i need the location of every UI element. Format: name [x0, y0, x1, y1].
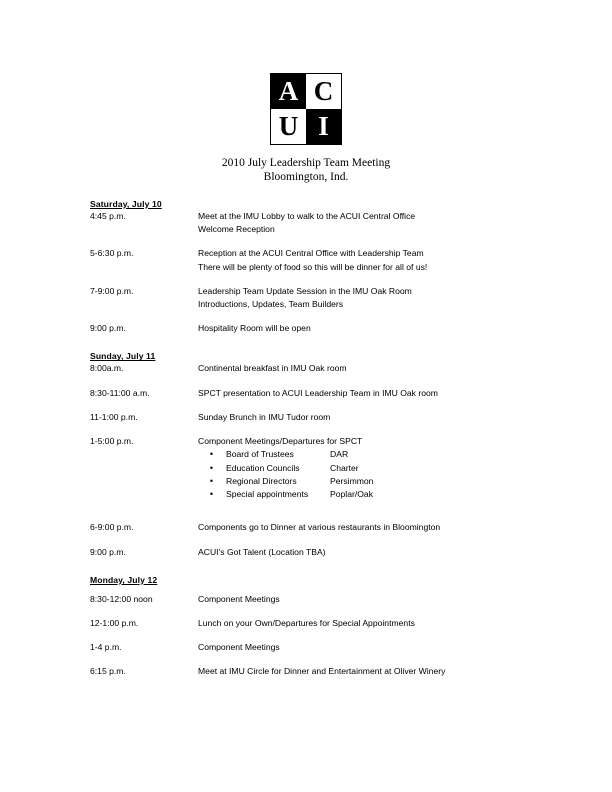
entry-time: 6:15 p.m. — [90, 666, 126, 677]
entry-description — [198, 322, 530, 335]
entry-description — [198, 285, 530, 311]
entry-line: Welcome Reception — [198, 224, 275, 235]
entry-description — [198, 521, 530, 534]
entry-time: 8:30-11:00 a.m. — [90, 387, 150, 398]
schedule-row — [90, 617, 530, 630]
row-spacer — [90, 376, 530, 387]
entry-line: Leadership Team Update Session in the IMU Oak Room — [198, 285, 412, 296]
entry-time: 6-9:00 p.m. — [90, 522, 134, 533]
entry-line: Component Meetings — [198, 642, 280, 653]
entry-description — [198, 641, 530, 654]
schedule-row — [90, 435, 530, 510]
logo-cell-u: U — [271, 109, 306, 144]
schedule-row — [90, 411, 530, 424]
logo-cell-c: C — [306, 74, 341, 109]
entry-description — [198, 362, 530, 375]
entry-time: 4:45 p.m. — [90, 211, 126, 221]
schedule-body — [90, 198, 530, 679]
schedule-row — [90, 641, 530, 654]
entry-time: 7-9:00 p.m. — [90, 285, 134, 296]
row-spacer — [90, 274, 530, 285]
entry-time: 1-4 p.m. — [90, 642, 122, 653]
schedule-row — [90, 285, 530, 311]
schedule-row — [90, 322, 530, 335]
component-room: Persimmon — [330, 476, 374, 487]
entry-line: Continental breakfast in IMU Oak room — [198, 363, 347, 374]
entry-time: 9:00 p.m. — [90, 546, 126, 557]
list-item — [198, 488, 530, 501]
entry-line: Component Meetings/Departures for SPCT — [198, 436, 363, 447]
row-spacer — [90, 400, 530, 411]
component-room: Poplar/Oak — [330, 489, 373, 500]
schedule-row — [90, 593, 530, 606]
entry-line: Hospitality Room will be open — [198, 323, 311, 334]
entry-description — [198, 665, 530, 678]
entry-line: Meet at the IMU Lobby to walk to the ACUI Central Office — [198, 211, 416, 221]
schedule-row — [90, 521, 530, 534]
entry-line: Components go to Dinner at various restaurants in Bloomington — [198, 522, 441, 533]
component-name: Education Councils — [226, 462, 300, 473]
entry-description — [198, 411, 530, 424]
entry-time: 8:30-12:00 noon — [90, 593, 153, 604]
list-item — [198, 462, 530, 475]
entry-line: Reception at the ACUI Central Office with Leadership Team — [198, 248, 424, 259]
entry-time: 11-1:00 p.m. — [90, 411, 138, 422]
day-heading-monday: Monday, July 12 — [90, 574, 158, 585]
entry-description — [198, 593, 530, 606]
entry-line: There will be plenty of food so this will be dinner for all of us! — [198, 261, 428, 272]
schedule-row — [90, 387, 530, 400]
entry-time: 12-1:00 p.m. — [90, 618, 139, 629]
row-spacer — [90, 510, 530, 521]
component-name: Board of Trustees — [226, 449, 294, 460]
bullet-icon: • — [209, 476, 213, 487]
row-spacer — [90, 311, 530, 322]
page-title-line-2: Bloomington, Ind. — [263, 170, 349, 183]
day-heading-saturday: Saturday, July 10 — [90, 199, 162, 209]
bullet-icon: • — [209, 489, 213, 500]
day-spacer — [90, 335, 530, 350]
schedule-row — [90, 210, 530, 236]
entry-line: Meet at IMU Circle for Dinner and Entertainment at Oliver Winery — [198, 666, 446, 677]
schedule-row — [90, 247, 530, 273]
row-spacer — [90, 654, 530, 665]
entry-description — [198, 435, 530, 510]
page-title-line-1: 2010 July Leadership Team Meeting — [221, 157, 391, 169]
component-room: DAR — [330, 449, 349, 460]
bullet-icon: • — [209, 462, 213, 473]
bullet-icon: • — [209, 449, 213, 460]
schedule-row — [90, 665, 530, 678]
list-item — [198, 448, 530, 461]
entry-description — [198, 546, 530, 559]
row-spacer — [90, 606, 530, 617]
entry-line: Lunch on your Own/Departures for Special Appointments — [198, 618, 415, 629]
entry-time: 9:00 p.m. — [90, 323, 126, 334]
entry-time: 5-6:30 p.m. — [90, 248, 134, 259]
row-spacer — [90, 424, 530, 435]
schedule-row — [90, 362, 530, 375]
component-name: Regional Directors — [226, 476, 297, 487]
logo-cell-i: I — [306, 109, 341, 144]
page-title — [0, 157, 612, 184]
entry-line: Sunday Brunch in IMU Tudor room — [198, 411, 331, 422]
acui-logo-grid — [270, 73, 342, 145]
acui-logo — [270, 73, 342, 145]
entry-time: 1-5:00 p.m. — [90, 436, 134, 447]
row-spacer — [90, 236, 530, 247]
list-item — [198, 475, 530, 488]
entry-description — [198, 247, 530, 273]
entry-line: SPCT presentation to ACUI Leadership Team in IMU Oak room — [198, 387, 438, 398]
row-spacer — [90, 535, 530, 546]
entry-line: Component Meetings — [198, 593, 280, 604]
row-spacer — [90, 630, 530, 641]
row-spacer — [90, 586, 530, 593]
entry-description — [198, 617, 530, 630]
schedule-row — [90, 546, 530, 559]
entry-time: 8:00a.m. — [90, 363, 124, 374]
entry-line: Introductions, Updates, Team Builders — [198, 299, 344, 310]
entry-description — [198, 387, 530, 400]
component-room: Charter — [330, 462, 359, 473]
component-list — [198, 448, 530, 502]
day-spacer — [90, 559, 530, 574]
day-heading-sunday: Sunday, July 11 — [90, 351, 156, 362]
entry-description — [198, 210, 530, 236]
component-name: Special appointments — [226, 489, 309, 500]
logo-cell-a: A — [271, 74, 306, 109]
entry-line: ACUI’s Got Talent (Location TBA) — [198, 546, 326, 557]
